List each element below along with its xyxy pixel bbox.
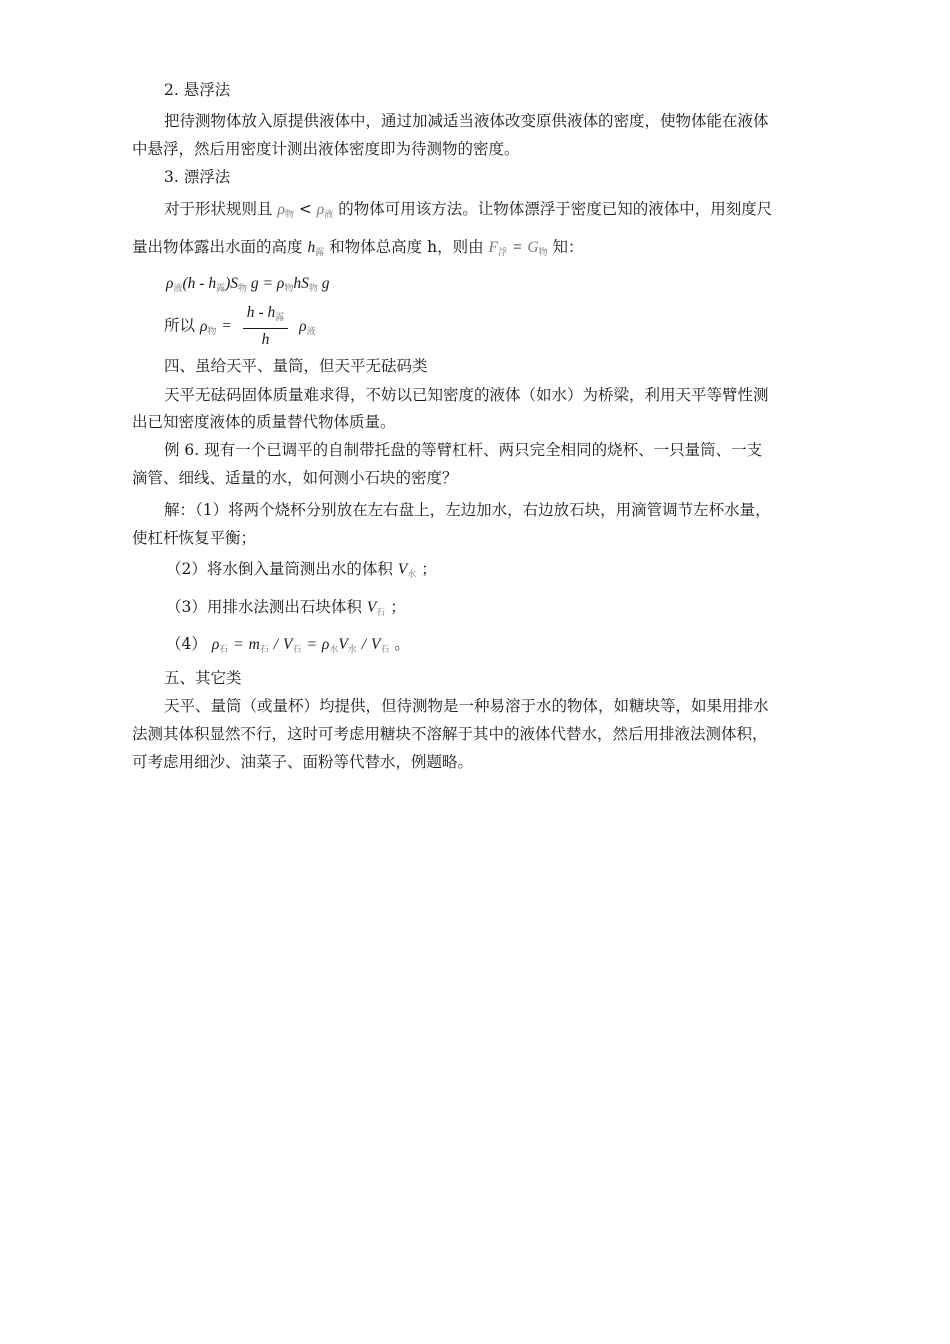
equation-balance: $\rho_液(h - h_露)S_物$ $g = \rho_物hS_物$ g [166, 275, 330, 293]
heading-section-four: 四、虽给天平、量筒，但天平无砝码类 [164, 357, 428, 375]
equation-result: 所以 $\rho_物$ = $\frac{h - h_露}{h}$ $\rho_液$ [164, 304, 316, 348]
text-run: 知： [552, 238, 584, 256]
text-run: 和物体总高度 h，则由 [329, 238, 484, 256]
equals-sign: = [511, 239, 523, 256]
text-run: 量出物体露出水面的高度 [132, 238, 303, 256]
example-6-line: 例 6. 现有一个已调平的自制带托盘的等臂杠杆、两只完全相同的烧杯、一只量筒、一支 [164, 441, 763, 459]
heading-suspension: 2. 悬浮法 [164, 81, 231, 99]
paragraph-line: 把待测物体放入原提供液体中，通过加减适当液体改变原供液体的密度，使物体能在液体 [164, 112, 769, 130]
solution-step-3: （3）用排水法测出石块体积 $V_石$ ； [166, 598, 406, 617]
paragraph-line: 可考虑用细沙、油菜子、面粉等代替水，例题略。 [132, 753, 474, 771]
example-6-line: 滴管、细线、适量的水，如何测小石块的密度？ [132, 469, 458, 487]
solution-step-4: （4） $\rho_石 = m_石 / V_石 = \rho_水V_水 / V_石$ 。 [166, 635, 410, 654]
paragraph-line: 出已知密度液体的质量替代物体质量。 [132, 413, 396, 431]
solution-line: 解：（1）将两个烧杯分别放在左右盘上，左边加水，右边放石块，用滴管调节左杯水量， [164, 501, 771, 519]
paragraph-line: 中悬浮，然后用密度计测出液体密度即为待测物的密度。 [132, 140, 520, 158]
heading-section-five: 五、其它类 [164, 669, 242, 687]
less-than-sign: < [298, 200, 312, 218]
text-run: 对于形状规则且 [164, 200, 273, 218]
fraction: $\frac{h - h_露}{h}$ [243, 303, 288, 350]
rho-object: $\rho_物$ [277, 201, 294, 219]
f-buoyancy: $F_浮$ [488, 239, 507, 257]
rho-liquid: $\rho_液$ [316, 201, 334, 219]
paragraph-line: 天平无砝码固体质量难求得，不妨以已知密度的液体（如水）为桥梁，利用天平等臂性测 [164, 386, 769, 404]
g-weight: $G_物$ [527, 239, 548, 257]
paragraph-line: 法测其体积显然不行，这时可考虑用糖块不溶解于其中的液体代替水，然后用排液法测体积， [132, 725, 768, 743]
paragraph-line: 天平、量筒（或量杯）均提供，但待测物是一种易溶于水的物体，如糖块等，如果用排水 [164, 697, 769, 715]
text-run: 的物体可用该方法。让物体漂浮于密度已知的液体中，用刻度尺 [338, 200, 773, 218]
solution-line: 使杠杆恢复平衡； [132, 529, 257, 547]
paragraph-line-float-condition [164, 199, 772, 224]
solution-step-2: （2）将水倒入量筒测出水的体积 $V_水$ ； [166, 560, 437, 579]
heading-float: 3. 漂浮法 [164, 168, 231, 186]
h-exposed: $h_露$ [307, 239, 325, 257]
paragraph-line-float-height [132, 237, 584, 262]
